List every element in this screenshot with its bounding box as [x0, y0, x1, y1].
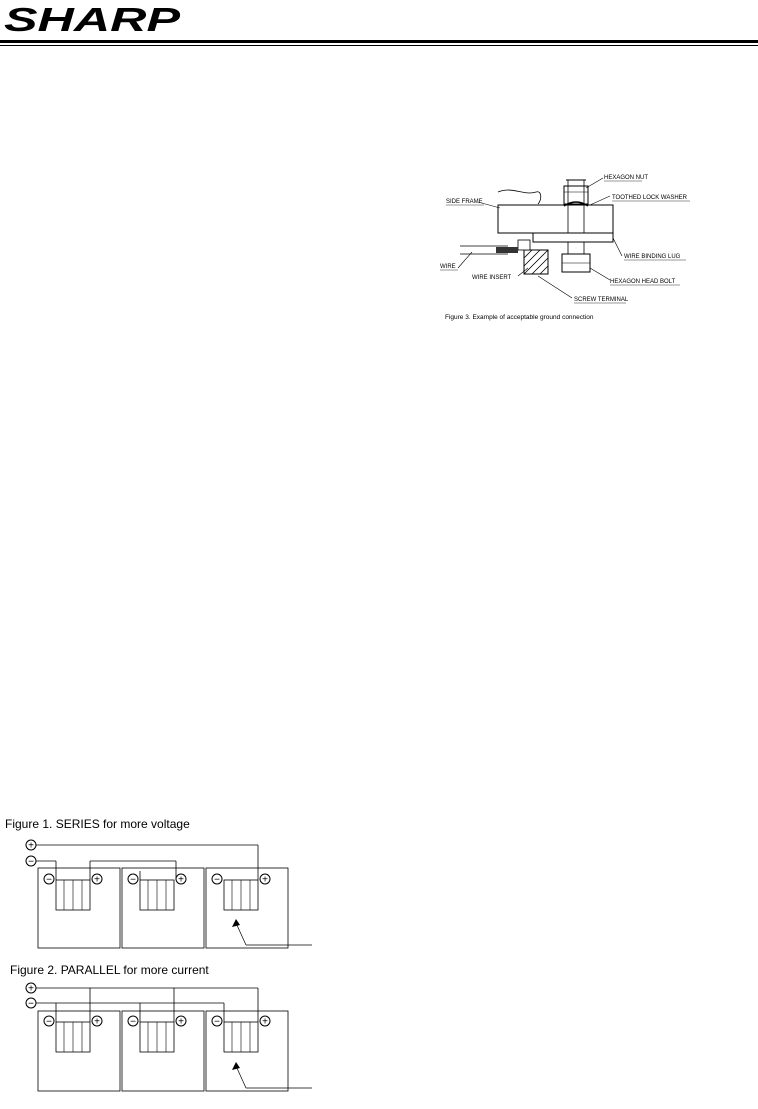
- svg-text:+: +: [178, 874, 184, 886]
- label-wire: WIRE: [440, 264, 456, 270]
- svg-text:−: −: [28, 856, 34, 868]
- svg-text:+: +: [94, 1016, 100, 1028]
- label-wire-binding-lug: WIRE BINDING LUG: [624, 254, 681, 260]
- module-2: [122, 868, 204, 948]
- ground-connection-diagram: [438, 170, 758, 328]
- frame-wire-curve: [498, 190, 541, 204]
- svg-text:−: −: [130, 1016, 136, 1028]
- svg-text:−: −: [214, 1016, 220, 1028]
- svg-text:+: +: [28, 983, 34, 995]
- svg-text:−: −: [46, 1016, 52, 1028]
- parallel-wiring-diagram: [20, 978, 320, 1098]
- header-rule-thick: [0, 40, 758, 43]
- module-1: [38, 868, 120, 948]
- svg-text:+: +: [178, 1016, 184, 1028]
- svg-text:+: +: [262, 1016, 268, 1028]
- label-screw-terminal: SCREW TERMINAL: [574, 297, 629, 303]
- svg-text:+: +: [262, 874, 268, 886]
- main-plus-terminal-symbol: [26, 983, 36, 995]
- module-3: [206, 1011, 288, 1091]
- module-2: [122, 1011, 204, 1091]
- svg-text:−: −: [28, 998, 34, 1010]
- svg-text:+: +: [28, 840, 34, 852]
- sharp-logo: [4, 2, 184, 36]
- side-frame-shape: [498, 205, 613, 233]
- label-wire-insert: WIRE INSERT: [472, 275, 512, 281]
- module-1: [38, 1011, 120, 1091]
- svg-text:+: +: [94, 874, 100, 886]
- svg-text:−: −: [214, 874, 220, 886]
- main-minus-terminal-symbol: [26, 998, 36, 1010]
- header-rule-thin: [0, 45, 758, 46]
- main-plus-terminal-symbol: [26, 840, 36, 852]
- svg-text:−: −: [46, 874, 52, 886]
- figure2-title: Figure 2. PARALLEL for more current: [10, 963, 209, 977]
- svg-text:−: −: [130, 874, 136, 886]
- label-hexagon-nut: HEXAGON NUT: [604, 175, 649, 181]
- logo-text: SHARP: [4, 2, 182, 36]
- main-minus-terminal-symbol: [26, 856, 36, 868]
- wire-binding-lug-shape: [533, 233, 613, 242]
- label-hexagon-head-bolt: HEXAGON HEAD BOLT: [610, 279, 676, 285]
- module-3: [206, 868, 288, 948]
- label-side-frame: SIDE FRAME: [446, 199, 483, 205]
- label-toothed-lock-washer: TOOTHED LOCK WASHER: [612, 195, 688, 201]
- series-wiring-diagram: [20, 835, 320, 955]
- figure3-caption: Figure 3. Example of acceptable ground connection: [445, 314, 594, 321]
- figure1-title: Figure 1. SERIES for more voltage: [5, 817, 190, 831]
